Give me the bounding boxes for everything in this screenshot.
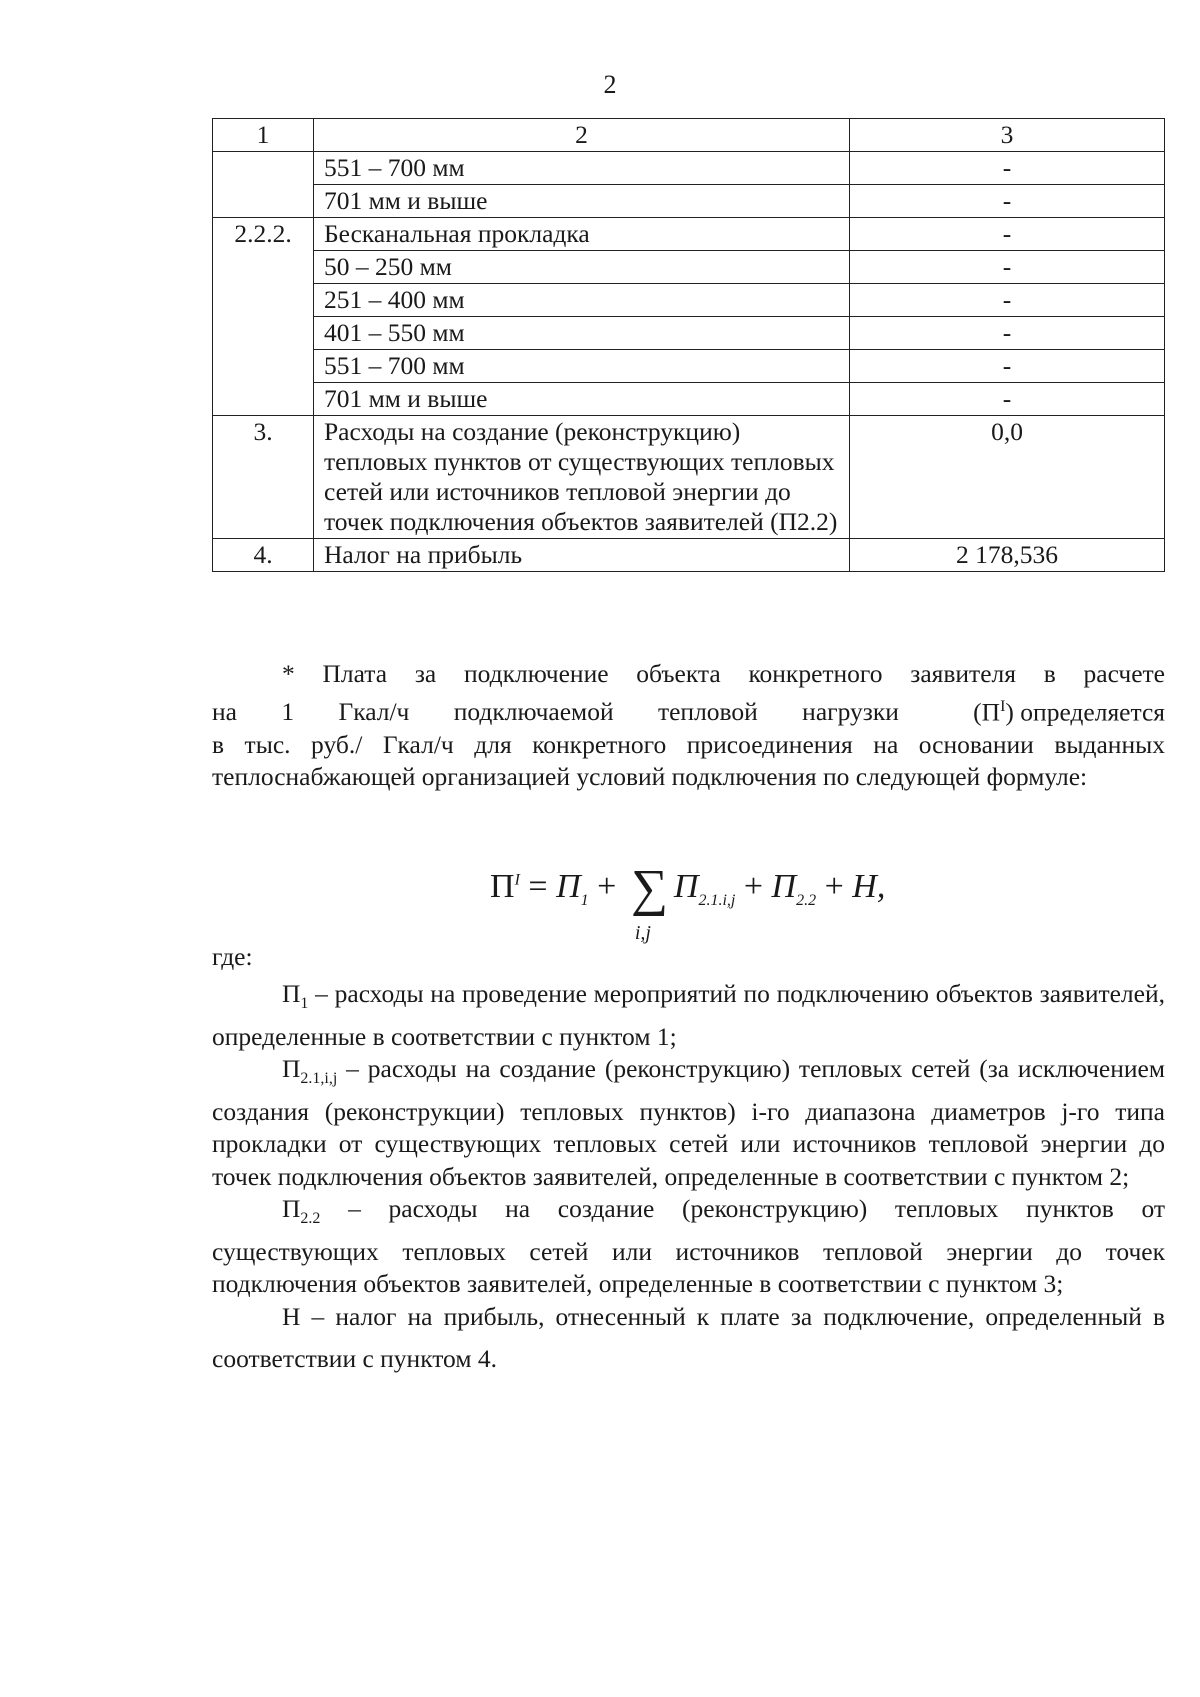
row-name: 701 мм и выше bbox=[314, 185, 850, 218]
row-name: Налог на прибыль bbox=[314, 539, 850, 572]
header-col-3: 3 bbox=[850, 119, 1165, 152]
row-value: - bbox=[850, 350, 1165, 383]
footnote-symbol: $(П^I)$ определяется bbox=[973, 697, 1165, 726]
row-name: 50 – 250 мм bbox=[314, 251, 850, 284]
row-number bbox=[213, 251, 314, 284]
definition-item: $П_1$ – расходы на проведение мероприятий по подключению объектов заявителей, определенные в соответствии с пунктом 1; bbox=[212, 979, 1165, 1051]
row-number bbox=[213, 383, 314, 416]
table-row bbox=[213, 218, 1165, 251]
footnote-line-2 bbox=[212, 691, 1165, 729]
row-name: Бесканальная прокладка bbox=[314, 218, 850, 251]
footnote-determined: определяется bbox=[1020, 697, 1165, 726]
row-value: - bbox=[850, 251, 1165, 284]
header-col-1: 1 bbox=[213, 119, 314, 152]
row-value: - bbox=[850, 218, 1165, 251]
row-number bbox=[213, 317, 314, 350]
row-value: - bbox=[850, 284, 1165, 317]
footnote bbox=[212, 658, 1165, 794]
formula: $П^I = П_1$ + ∑ i,j $П_{2.1.i,j} + П_{2.2} + Н$, bbox=[490, 868, 885, 910]
row-number bbox=[213, 284, 314, 317]
table-row bbox=[213, 350, 1165, 383]
row-value: 2 178,536 bbox=[850, 539, 1165, 572]
definitions bbox=[212, 978, 1165, 1376]
table-row bbox=[213, 383, 1165, 416]
page-number: 2 bbox=[603, 70, 617, 99]
table-row bbox=[213, 317, 1165, 350]
header-col-2: 2 bbox=[314, 119, 850, 152]
table-row bbox=[213, 416, 1165, 539]
row-name: 251 – 400 мм bbox=[314, 284, 850, 317]
row-value: - bbox=[850, 383, 1165, 416]
row-value: 0,0 bbox=[850, 416, 1165, 539]
row-name: Расходы на создание (реконструкцию) тепловых пунктов от существующих тепловых сетей или источников тепловой энергии до точек подключения объектов заявителей (П2.2) bbox=[314, 416, 850, 539]
footnote-rest: в тыс. руб./ Гкал/ч для конкретного присоединения на основании выданных теплоснабжающей организацией условий подключения по следующей формуле: bbox=[212, 729, 1165, 791]
table-row bbox=[213, 251, 1165, 284]
row-value: - bbox=[850, 317, 1165, 350]
table-row bbox=[213, 152, 1165, 185]
row-number bbox=[213, 350, 314, 383]
footnote-line-2-text: на 1 Гкал/ч подключаемой тепловой нагрузки bbox=[212, 697, 899, 726]
row-number bbox=[213, 185, 314, 218]
row-name: 401 – 550 мм bbox=[314, 317, 850, 350]
definition-item: $П_{2.1,i,j}$ – расходы на создание (реконструкцию) тепловых сетей (за исключением создания (реконструкции) тепловых пунктов) i-го диапазона диаметров j-го типа прокладки от существующих тепловых сетей или источников тепловой энергии до точек подключения объектов заявителей, определенные в соответствии с пунктом 2; bbox=[212, 1054, 1165, 1191]
row-value: - bbox=[850, 185, 1165, 218]
sum-symbol: ∑ i,j bbox=[631, 869, 668, 909]
cost-table bbox=[212, 118, 1165, 572]
row-name: 701 мм и выше bbox=[314, 383, 850, 416]
table-row bbox=[213, 284, 1165, 317]
footnote-line-1: * Плата за подключение объекта конкретного заявителя в расчете bbox=[282, 659, 1165, 688]
definition-item: Н – налог на прибыль, отнесенный к плате за подключение, определенный в соответствии с пунктом 4. bbox=[212, 1301, 1165, 1374]
row-number bbox=[213, 152, 314, 185]
sum-index: i,j bbox=[634, 922, 651, 945]
row-number: 4. bbox=[213, 539, 314, 572]
row-name: 551 – 700 мм bbox=[314, 350, 850, 383]
definition-item: $П_{2.2}$ – расходы на создание (реконструкцию) тепловых пунктов от существующих тепловых сетей или источников тепловой энергии до точек подключения объектов заявителей, определенные в соответствии с пунктом 3; bbox=[212, 1194, 1165, 1299]
table-row bbox=[213, 185, 1165, 218]
row-name: 551 – 700 мм bbox=[314, 152, 850, 185]
table-row bbox=[213, 539, 1165, 572]
where-label: где: bbox=[212, 942, 253, 971]
row-number: 3. bbox=[213, 416, 314, 539]
row-number: 2.2.2. bbox=[213, 218, 314, 251]
table-header-row bbox=[213, 119, 1165, 152]
row-value: - bbox=[850, 152, 1165, 185]
